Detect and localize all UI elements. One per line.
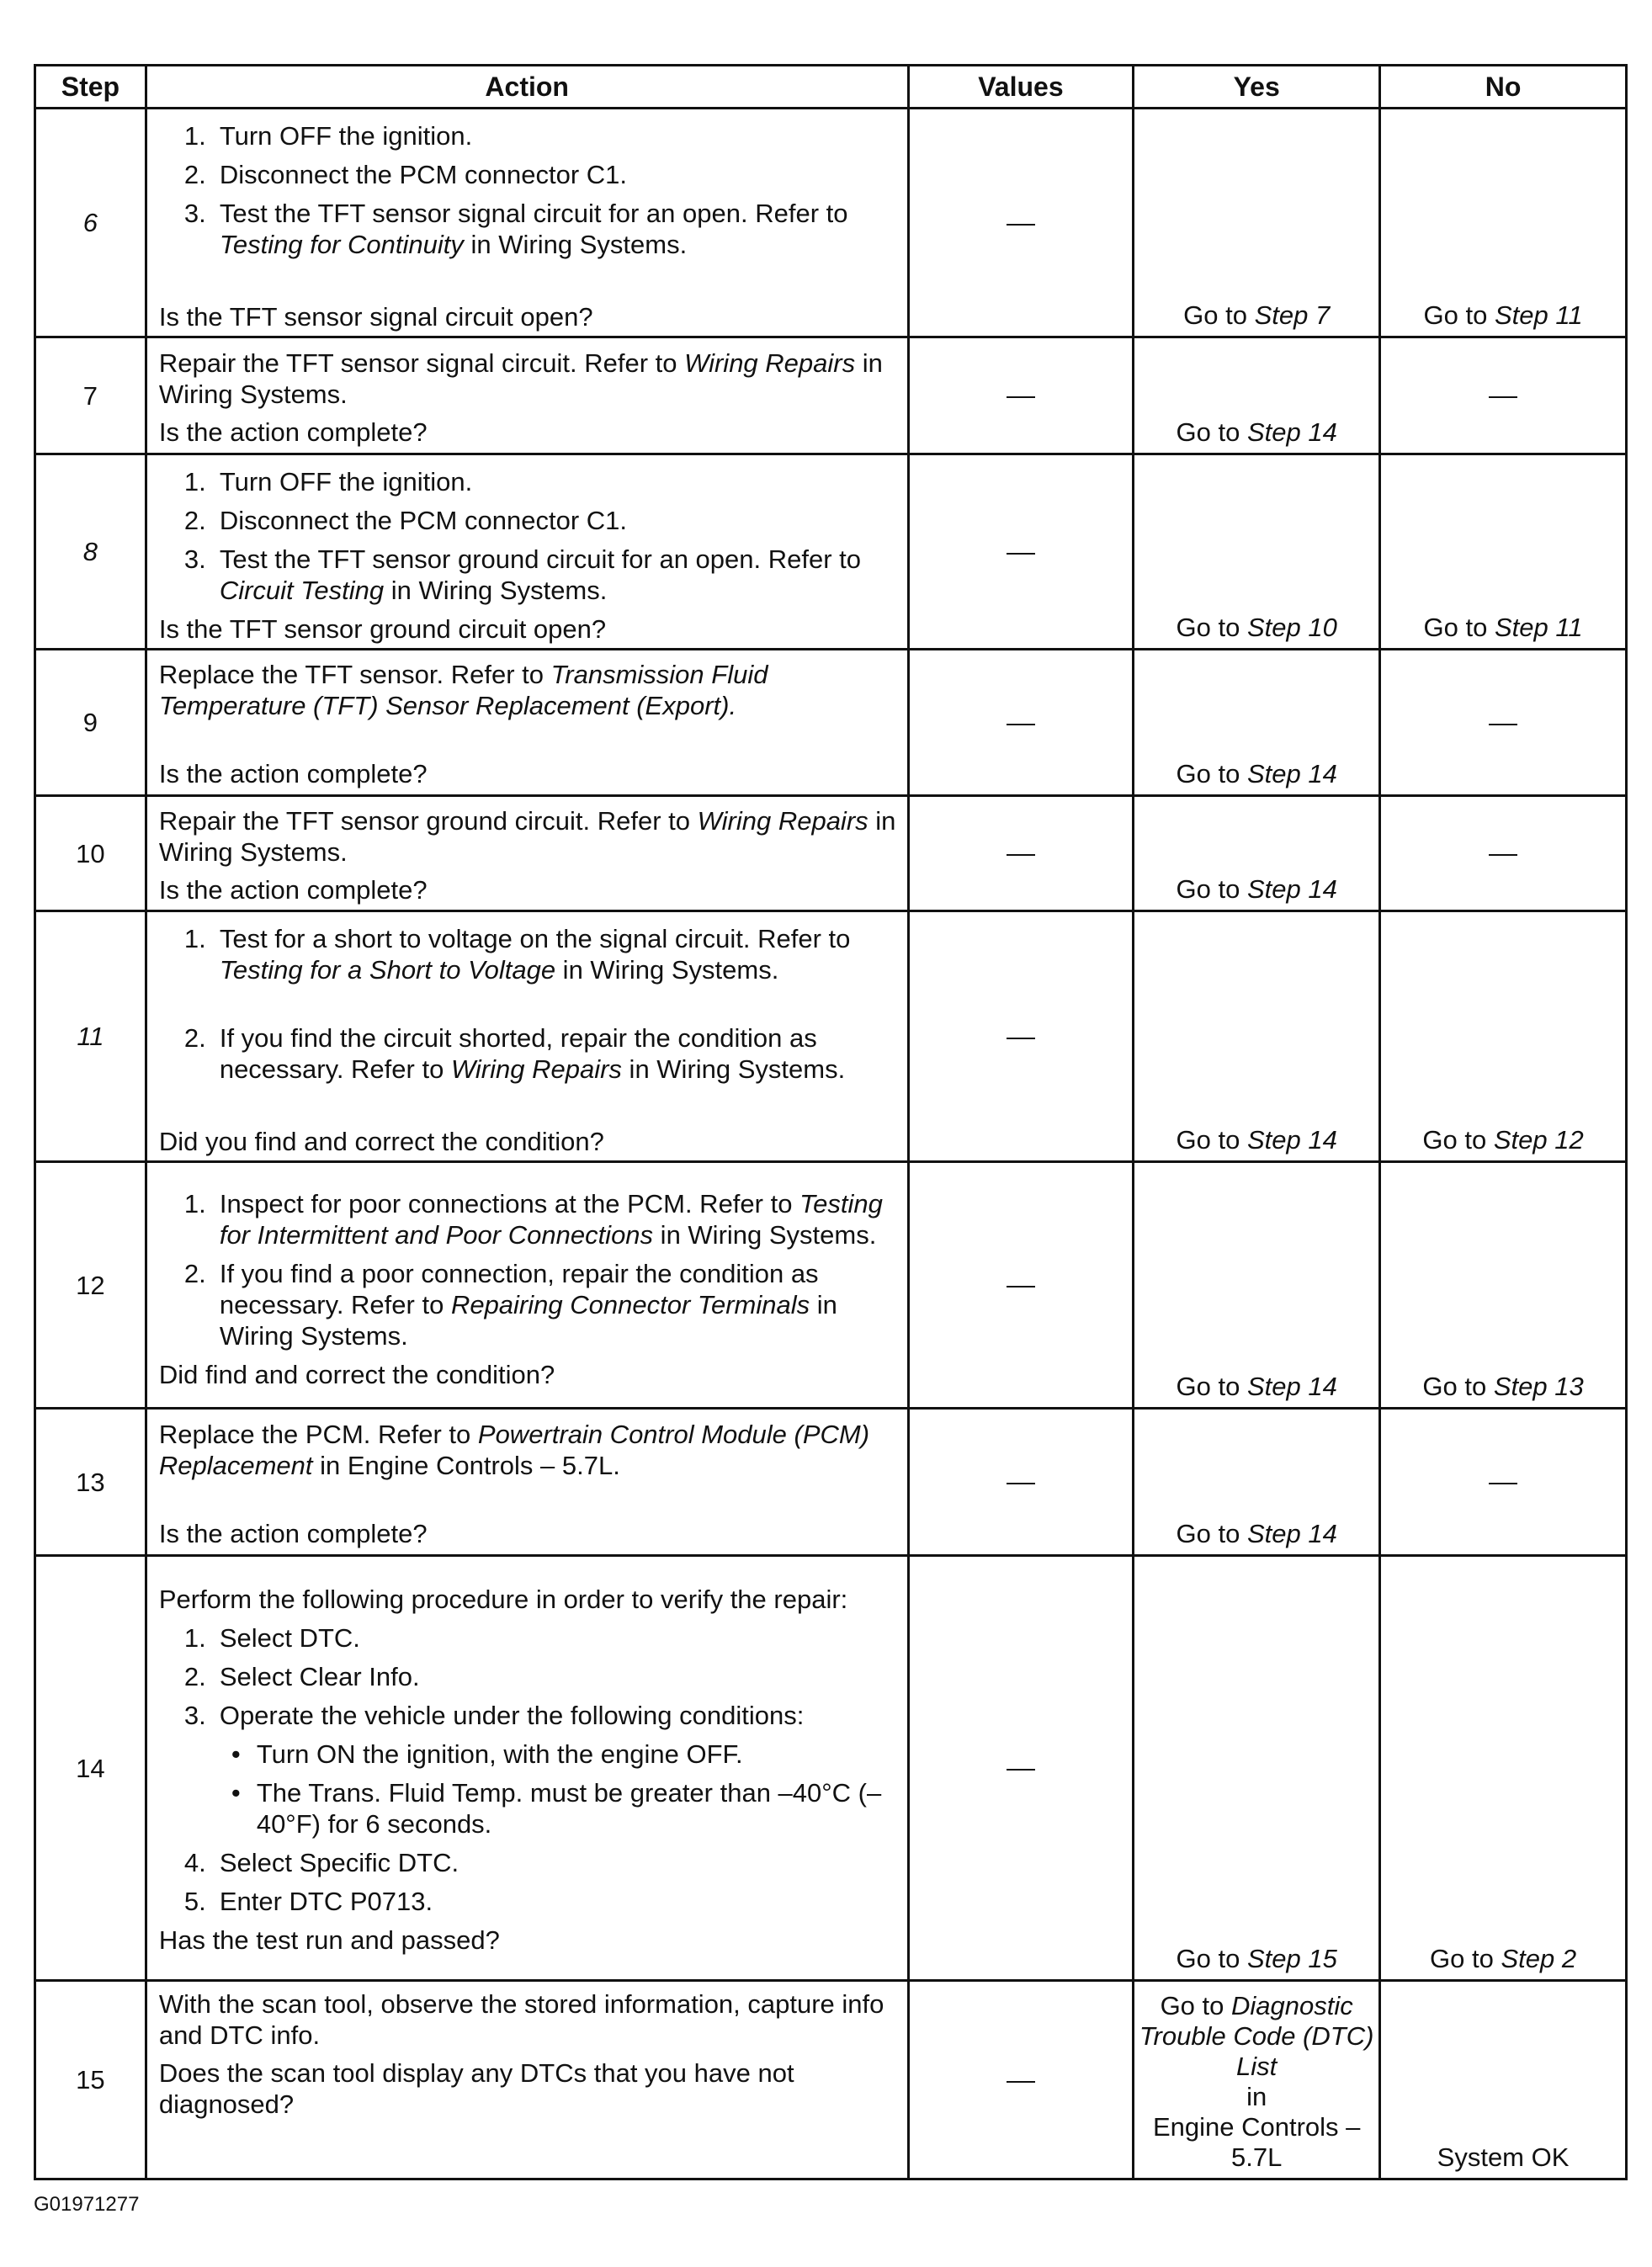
action-cell: Repair the TFT sensor signal circuit. Refer to Wiring Repairs in Wiring Systems. Is the action complete?	[146, 337, 908, 454]
instruction-text: With the scan tool, observe the stored information, capture info and DTC info.	[158, 1989, 884, 2050]
reference-link: Testing for a Short to Voltage	[219, 955, 556, 985]
step-number: 13	[35, 1409, 146, 1556]
question: Did you find and correct the condition?	[158, 1127, 604, 1156]
values-cell	[908, 454, 1134, 650]
dash-mark	[1007, 1483, 1035, 1484]
bullet-list	[159, 1739, 899, 1840]
no-cell: Go to Step 11	[1380, 109, 1627, 337]
table-row-step-11	[35, 911, 1627, 1162]
yes-cell: Go to Step 14	[1134, 911, 1380, 1162]
table-row-step-13	[35, 1409, 1627, 1556]
dash-mark	[1489, 724, 1517, 725]
numbered-list	[159, 120, 899, 260]
header-step: Step	[35, 66, 146, 109]
list-item: 3. Test the TFT sensor signal circuit for an open. Refer to Testing for Continuity in Wiring Systems.	[183, 199, 848, 259]
reference-link: Testing for Intermittent and Poor Connections	[219, 1188, 883, 1250]
step-number: 12	[35, 1162, 146, 1409]
reference-link: Diagnostic Trouble Code (DTC) List	[1139, 1991, 1374, 2081]
values-cell	[908, 911, 1134, 1162]
no-cell: System OK	[1380, 1981, 1627, 2179]
action-cell: Repair the TFT sensor ground circuit. Refer to Wiring Repairs in Wiring Systems. Is the action complete?	[146, 796, 908, 911]
step-number: 9	[35, 650, 146, 796]
bullet-item: • Turn ON the ignition, with the engine OFF.	[159, 1739, 899, 1770]
header-row	[35, 66, 1627, 109]
question: Is the action complete?	[158, 759, 428, 788]
values-cell	[908, 1162, 1134, 1409]
action-cell	[146, 454, 908, 650]
question: Is the action complete?	[158, 1518, 428, 1548]
list-item: 1. Turn OFF the ignition.	[183, 121, 473, 151]
dash-mark	[1007, 2081, 1035, 2083]
reference-link: Repairing Connector Terminals	[450, 1289, 810, 1319]
dash-mark	[1489, 854, 1517, 856]
list-item: 2. If you find the circuit shorted, repair the condition as necessary. Refer to Wiring Repairs in Wiring Systems.	[183, 1023, 846, 1084]
no-cell	[1380, 1409, 1627, 1556]
dash-mark	[1007, 224, 1035, 226]
yes-cell: Go to Step 15	[1134, 1556, 1380, 1981]
bullet-item: • The Trans. Fluid Temp. must be greater than –40°C (–40°F) for 6 seconds.	[159, 1777, 899, 1840]
table-row-step-9	[35, 650, 1627, 796]
question: Has the test run and passed?	[158, 1925, 500, 1955]
values-cell	[908, 1981, 1134, 2179]
action-cell: Replace the PCM. Refer to Powertrain Control Module (PCM) Replacement in Engine Controls – 5.7L. Is the action complete?	[146, 1409, 908, 1556]
question: Is the action complete?	[158, 874, 428, 905]
values-cell	[908, 109, 1134, 337]
figure-id: G01971277	[34, 2193, 140, 2216]
action-cell	[146, 109, 908, 337]
question: Is the TFT sensor signal circuit open?	[158, 302, 593, 332]
numbered-list	[159, 1847, 899, 1917]
reference-link: Wiring Repairs	[450, 1054, 622, 1084]
dash-mark	[1007, 1038, 1035, 1039]
table-row-step-8	[35, 454, 1627, 650]
yes-cell: Go to Step 14	[1134, 796, 1380, 911]
table-row-step-6	[35, 109, 1627, 337]
yes-cell: Go to Step 10	[1134, 454, 1380, 650]
header-yes: Yes	[1134, 66, 1380, 109]
reference-link: Powertrain Control Module (PCM) Replacement	[158, 1419, 870, 1480]
list-item: 3. Test the TFT sensor ground circuit for an open. Refer to Circuit Testing in Wiring Systems.	[183, 544, 862, 605]
reference-link: Transmission Fluid Temperature (TFT) Sensor Replacement (Export).	[158, 660, 768, 720]
reference-link: Testing for Continuity	[219, 230, 464, 259]
no-cell	[1380, 796, 1627, 911]
question: Does the scan tool display any DTCs that you have not diagnosed?	[158, 2058, 794, 2119]
yes-cell: Go to Step 14	[1134, 1409, 1380, 1556]
question: Is the TFT sensor ground circuit open?	[158, 614, 607, 644]
numbered-list	[159, 1622, 899, 1731]
step-number: 15	[35, 1981, 146, 2179]
dash-mark	[1007, 1286, 1035, 1287]
action-cell	[146, 1981, 908, 2179]
action-cell	[146, 1556, 908, 1981]
no-cell: Go to Step 11	[1380, 454, 1627, 650]
reference-link: Wiring Repairs	[684, 348, 856, 378]
no-cell	[1380, 650, 1627, 796]
table-row-step-14	[35, 1556, 1627, 1981]
step-number: 6	[35, 109, 146, 337]
list-item: 2. If you find a poor connection, repair the condition as necessary. Refer to Repairing Connector Terminals in Wiring Systems.	[183, 1258, 837, 1351]
numbered-list	[159, 923, 899, 1085]
header-no: No	[1380, 66, 1627, 109]
intro-text: Perform the following procedure in order to verify the repair:	[158, 1585, 848, 1614]
no-cell	[1380, 337, 1627, 454]
list-item: 1. Turn OFF the ignition.	[183, 467, 473, 496]
no-cell: Go to Step 12	[1380, 911, 1627, 1162]
reference-link: Wiring Repairs	[697, 805, 868, 836]
list-item: 1. Inspect for poor connections at the PCM. Refer to Testing for Intermittent and Poor Connections in Wiring Systems.	[183, 1188, 883, 1250]
values-cell	[908, 1409, 1134, 1556]
no-cell: Go to Step 2	[1380, 1556, 1627, 1981]
diagnostic-table	[34, 64, 1628, 2180]
step-number: 7	[35, 337, 146, 454]
list-item: 2. Disconnect the PCM connector C1.	[183, 506, 627, 535]
yes-cell: Go to Step 7	[1134, 109, 1380, 337]
dash-mark	[1007, 1769, 1035, 1771]
numbered-list	[159, 1188, 899, 1351]
header-action: Action	[146, 66, 908, 109]
list-item: 5. Enter DTC P0713.	[183, 1887, 433, 1916]
table-row-step-7	[35, 337, 1627, 454]
step-number: 8	[35, 454, 146, 650]
list-item: 1. Select DTC.	[183, 1623, 360, 1653]
values-cell	[908, 337, 1134, 454]
values-cell	[908, 1556, 1134, 1981]
step-number: 14	[35, 1556, 146, 1981]
step-number: 10	[35, 796, 146, 911]
dash-mark	[1489, 396, 1517, 398]
dash-mark	[1007, 553, 1035, 555]
dash-mark	[1007, 854, 1035, 856]
yes-cell: Go to Step 14	[1134, 1162, 1380, 1409]
step-number: 11	[35, 911, 146, 1162]
yes-cell: Go to Step 14	[1134, 337, 1380, 454]
numbered-list	[159, 466, 899, 606]
dash-mark	[1489, 1483, 1517, 1484]
action-cell	[146, 911, 908, 1162]
values-cell	[908, 650, 1134, 796]
table-row-step-15	[35, 1981, 1627, 2179]
question: Did find and correct the condition?	[158, 1359, 555, 1389]
dash-mark	[1007, 724, 1035, 725]
dash-mark	[1007, 396, 1035, 398]
table-row-step-10	[35, 796, 1627, 911]
yes-cell: Go to Diagnostic Trouble Code (DTC) List in Engine Controls – 5.7L	[1134, 1981, 1380, 2179]
action-cell	[146, 1162, 908, 1409]
list-item: 1. Test for a short to voltage on the signal circuit. Refer to Testing for a Short to Voltage in Wiring Systems.	[183, 924, 851, 985]
question: Is the action complete?	[158, 417, 428, 447]
list-item: 3. Operate the vehicle under the following conditions:	[183, 1701, 805, 1730]
list-item: 2. Select Clear Info.	[183, 1662, 420, 1691]
action-cell: Replace the TFT sensor. Refer to Transmission Fluid Temperature (TFT) Sensor Replacement (Export). Is the action complete?	[146, 650, 908, 796]
list-item: 4. Select Specific DTC.	[183, 1848, 459, 1877]
table-row-step-12	[35, 1162, 1627, 1409]
header-values: Values	[908, 66, 1134, 109]
reference-link: Circuit Testing	[219, 576, 385, 605]
list-item: 2. Disconnect the PCM connector C1.	[183, 160, 627, 189]
yes-cell: Go to Step 14	[1134, 650, 1380, 796]
values-cell	[908, 796, 1134, 911]
no-cell: Go to Step 13	[1380, 1162, 1627, 1409]
